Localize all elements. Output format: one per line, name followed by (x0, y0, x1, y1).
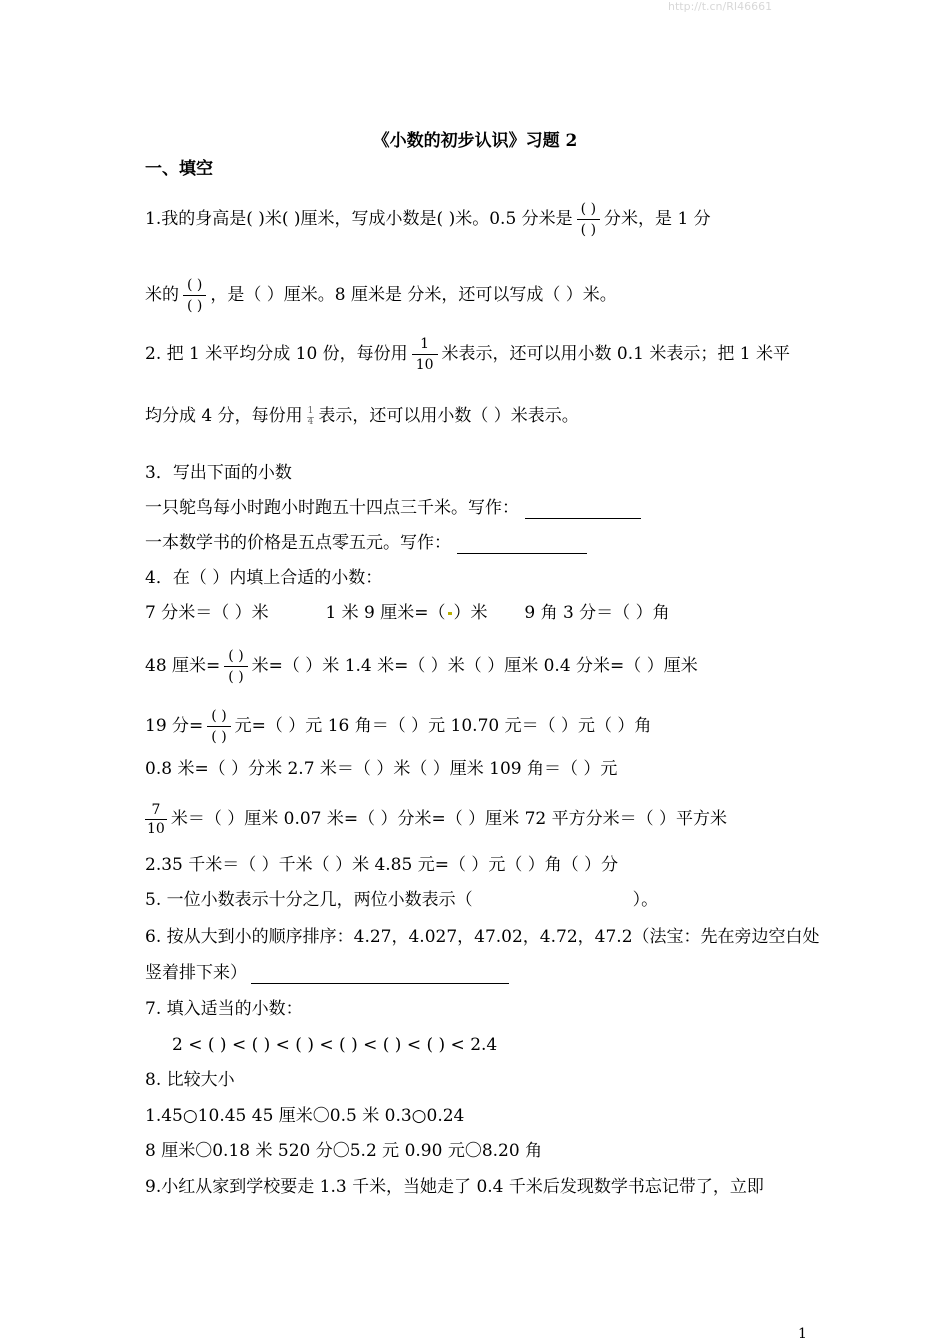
fraction-one-tenth: $\frac{1}{10}$ (412, 337, 438, 372)
q6-text-b: 竖着排下来） (145, 963, 247, 983)
q7-row: 2 < ( ) < ( ) < ( ) < ( ) < ( ) < ( ) < 2.4 (172, 1035, 498, 1055)
section-heading: 一、填空 (145, 159, 213, 179)
q8-row-2: 8 厘米〇0.18 米 520 分〇5.2 元 0.90 元〇8.20 角 (145, 1141, 543, 1161)
q4-title: 4．在（ ）内填上合适的小数： (145, 568, 383, 588)
fraction-one-quarter: $\frac{1}{4}$ (307, 405, 314, 427)
q4-row-1 (145, 602, 670, 624)
q9-line-1: 9.小红从家到学校要走 1.3 千米，当她走了 0.4 千米后发现数学书忘记带了，立即 (145, 1177, 764, 1197)
q1-text-a: 1.我的身高是( )米( )厘米，写成小数是( )米。0.5 分米是 (145, 209, 573, 229)
q2-text-b: 米表示，还可以用小数 0.1 米表示；把 1 米平 (441, 344, 790, 364)
highlight-mark (448, 612, 452, 615)
q6-line-1: 6. 按从大到小的顺序排序：4.27，4.027，47.02，4.72，47.2（法宝：先在旁边空白处 (145, 927, 820, 947)
q3-line-1 (145, 497, 641, 519)
q4-item: 1 米 9 厘米=（ (325, 603, 446, 623)
q3-text-2: 一本数学书的价格是五点零五元。写作： (145, 533, 451, 553)
q2-line-1 (145, 337, 790, 372)
q4-item: 48 厘米= (145, 656, 221, 676)
q7-title: 7. 填入适当的小数： (145, 999, 303, 1019)
q5-text-b: ）。 (632, 890, 659, 910)
q4-item: 19 分= (145, 716, 204, 736)
q4-item: 7 分米＝（ ）米 (145, 603, 269, 623)
q4-row-5 (145, 803, 727, 836)
q1-text-b: 分米，是 1 分 (604, 209, 711, 229)
fraction-seven-tenths: $\frac{7}{10}$ (147, 802, 165, 837)
q8-title: 8. 比较大小 (145, 1070, 235, 1090)
q1-line-1 (145, 202, 711, 237)
watermark: http://t.cn/RI46661 (668, 0, 773, 13)
q4-item: 米＝（ ）厘米 0.07 米=（ ）分米=（ ）厘米 72 平方分米＝（ ）平方米 (170, 809, 728, 829)
answer-blank[interactable] (251, 965, 509, 984)
q4-item: 元=（ ）元 16 角＝（ ）元 10.70 元＝（ ）元（ ）角 (234, 716, 652, 736)
q5-text-a: 5. 一位小数表示十分之几，两位小数表示（ (145, 890, 473, 910)
q4-item: 9 角 3 分＝（ ）角 (524, 603, 670, 623)
fraction-blank: $\frac{( )}{( )}$ (577, 202, 600, 237)
q2-text-d: 表示，还可以用小数（ ）米表示。 (318, 406, 579, 426)
q4-row-2 (145, 649, 698, 684)
answer-blank[interactable] (525, 500, 641, 519)
q2-text-c: 均分成 4 分，每份用 (145, 406, 303, 426)
q4-row-3 (145, 709, 651, 744)
q8-row-1: 1.45○10.45 45 厘米〇0.5 米 0.3○0.24 (145, 1106, 465, 1126)
page-number: 1 (798, 1326, 807, 1342)
q6-line-2 (145, 962, 509, 984)
q1-text-d: ，是（ ）厘米。8 厘米是 分米，还可以写成（ ）米。 (210, 285, 617, 305)
q3-title: 3．写出下面的小数 (145, 463, 292, 483)
page-title: 《小数的初步认识》习题 2 (372, 131, 578, 151)
q4-row-6: 2.35 千米＝（ ）千米（ ）米 4.85 元=（ ）元（ ）角（ ）分 (145, 855, 619, 875)
q1-text-c: 米的 (145, 285, 179, 305)
q1-line-2 (145, 278, 617, 313)
q5-line (145, 889, 658, 911)
fraction-blank: $\frac{( )}{( )}$ (224, 649, 247, 684)
q2-text-a: 2. 把 1 米平均分成 10 份，每份用 (145, 344, 408, 364)
answer-blank[interactable] (457, 535, 587, 554)
q3-line-2 (145, 532, 587, 554)
fraction-blank: $\frac{( )}{( )}$ (207, 709, 230, 744)
q4-item: 米=（ ）米 1.4 米=（ ）米（ ）厘米 0.4 分米=（ ）厘米 (251, 656, 698, 676)
q4-item: ）米 (453, 603, 488, 623)
q2-line-2 (145, 405, 579, 427)
q3-text-1: 一只鸵鸟每小时跑小时跑五十四点三千米。写作： (145, 498, 519, 518)
fraction-blank: $\frac{( )}{( )}$ (183, 278, 206, 313)
q4-row-4: 0.8 米=（ ）分米 2.7 米＝（ ）米（ ）厘米 109 角＝（ ）元 (145, 759, 618, 779)
